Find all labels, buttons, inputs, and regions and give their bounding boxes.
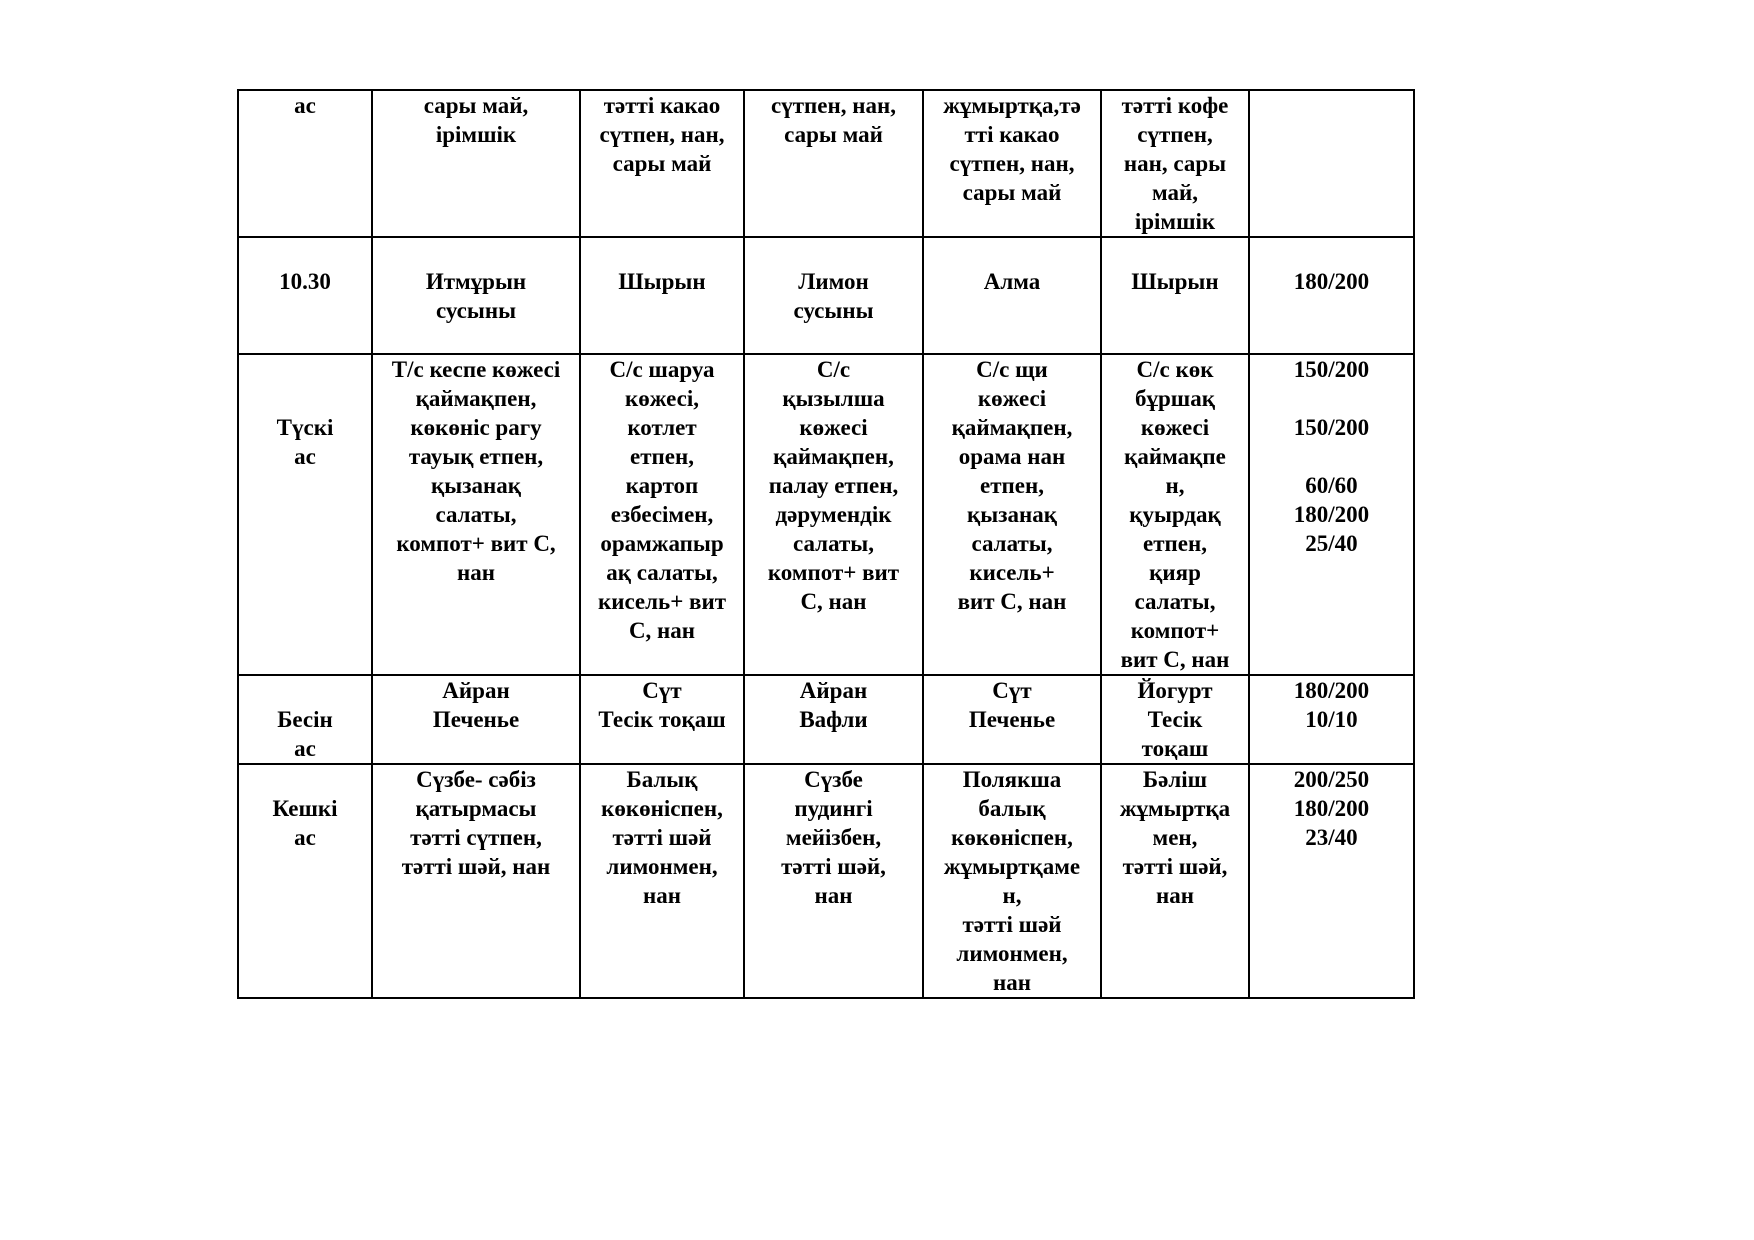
- dish-text: Сүт Тесік тоқаш: [598, 678, 726, 732]
- dish-text: сары май, ірімшік: [423, 93, 529, 147]
- dish-text: Айран Вафли: [799, 678, 868, 732]
- dish-text: Йогурт Тесік тоқаш: [1137, 678, 1213, 761]
- day-1-dish-cell: [372, 764, 580, 998]
- day-3-dish-cell: [744, 675, 923, 764]
- meal-name-cell: [238, 764, 372, 998]
- meal-name: 10.30: [279, 269, 331, 294]
- day-1-dish-cell: [372, 675, 580, 764]
- day-4-dish-cell: [923, 764, 1101, 998]
- portion-cell: [1249, 675, 1414, 764]
- day-2-dish-cell: [580, 675, 744, 764]
- meal-name-cell: [238, 354, 372, 675]
- portion-text: 150/200 150/200 60/60 180/200 25/40: [1293, 357, 1370, 556]
- portion-cell: [1249, 764, 1414, 998]
- dish-text: сүтпен, нан, сары май: [771, 93, 896, 147]
- portion-cell: [1249, 237, 1414, 354]
- dish-text: Шырын: [618, 269, 706, 294]
- table-row-lunch: [238, 354, 1414, 675]
- table-row-dinner: [238, 764, 1414, 998]
- day-1-dish-cell: [372, 237, 580, 354]
- dish-text: С/с щи көжесі қаймақпен, орама нан етпен, қызанақ салаты, кисель+ вит С, нан: [951, 357, 1073, 614]
- dish-text: Сүт Печенье: [968, 678, 1056, 732]
- day-1-dish-cell: [372, 90, 580, 237]
- dish-text: С/с көк бұршақ көжесі қаймақпе н, қуырдақ етпен, қияр салаты, компот+ вит С, нан: [1120, 357, 1230, 672]
- dish-text: Балық көкөніспен, тәтті шәй лимонмен, нан: [601, 767, 723, 908]
- day-5-dish-cell: [1101, 764, 1249, 998]
- table-row-snack-1030: [238, 237, 1414, 354]
- day-4-dish-cell: [923, 90, 1101, 237]
- day-2-dish-cell: [580, 354, 744, 675]
- meal-name: ас: [294, 93, 316, 118]
- day-5-dish-cell: [1101, 90, 1249, 237]
- dish-text: жұмыртқа,тә тті какао сүтпен, нан, сары май: [943, 93, 1081, 205]
- portion-cell: [1249, 90, 1414, 237]
- day-3-dish-cell: [744, 90, 923, 237]
- dish-text: Шырын: [1131, 269, 1219, 294]
- portion-cell: [1249, 354, 1414, 675]
- table-row-afternoon-snack: [238, 675, 1414, 764]
- meal-name: Түскі ас: [276, 415, 334, 469]
- day-4-dish-cell: [923, 675, 1101, 764]
- dish-text: Итмұрын сусыны: [425, 269, 527, 323]
- dish-text: тәтті кофе сүтпен, нан, сары май, ірімшік: [1121, 93, 1229, 234]
- portion-text: 200/250 180/200 23/40: [1293, 767, 1370, 850]
- dish-text: С/с шаруа көжесі, котлет етпен, картоп езбесімен, орамжапыр ақ салаты, кисель+ вит С, нан: [597, 357, 727, 643]
- day-5-dish-cell: [1101, 237, 1249, 354]
- dish-text: тәтті какао сүтпен, нан, сары май: [599, 93, 725, 176]
- dish-text: Сүзбе пудингі мейізбен, тәтті шәй, нан: [781, 767, 886, 908]
- day-2-dish-cell: [580, 90, 744, 237]
- day-2-dish-cell: [580, 764, 744, 998]
- dish-text: Алма: [983, 269, 1041, 294]
- dish-text: Полякша балық көкөніспен, жұмыртқаме н, тәтті шәй лимонмен, нан: [943, 767, 1081, 995]
- day-3-dish-cell: [744, 354, 923, 675]
- meal-name: Кешкі ас: [272, 796, 338, 850]
- day-3-dish-cell: [744, 764, 923, 998]
- dish-text: Сүзбе- сәбіз қатырмасы тәтті сүтпен, тәтті шәй, нан: [401, 767, 551, 879]
- dish-text: С/с қызылша көжесі қаймақпен, палау етпен, дәрумендік салаты, компот+ вит С, нан: [767, 357, 900, 614]
- day-3-dish-cell: [744, 237, 923, 354]
- day-1-dish-cell: [372, 354, 580, 675]
- day-5-dish-cell: [1101, 675, 1249, 764]
- meal-name-cell: [238, 675, 372, 764]
- meal-name: Бесін ас: [277, 707, 333, 761]
- dish-text: Айран Печенье: [432, 678, 520, 732]
- day-4-dish-cell: [923, 237, 1101, 354]
- day-5-dish-cell: [1101, 354, 1249, 675]
- dish-text: Лимон сусыны: [793, 269, 874, 323]
- portion-text: 180/200 10/10: [1293, 678, 1370, 732]
- table-row-breakfast: [238, 90, 1414, 237]
- dish-text: Т/с кеспе көжесі қаймақпен, көкөніс рагу тауық етпен, қызанақ салаты, компот+ вит С, нан: [391, 357, 561, 585]
- meal-name-cell: [238, 237, 372, 354]
- day-4-dish-cell: [923, 354, 1101, 675]
- meal-menu-table: [237, 89, 1415, 999]
- dish-text: Бәліш жұмыртқа мен, тәтті шәй, нан: [1119, 767, 1231, 908]
- portion-text: 180/200: [1293, 269, 1370, 294]
- day-2-dish-cell: [580, 237, 744, 354]
- meal-name-cell: [238, 90, 372, 237]
